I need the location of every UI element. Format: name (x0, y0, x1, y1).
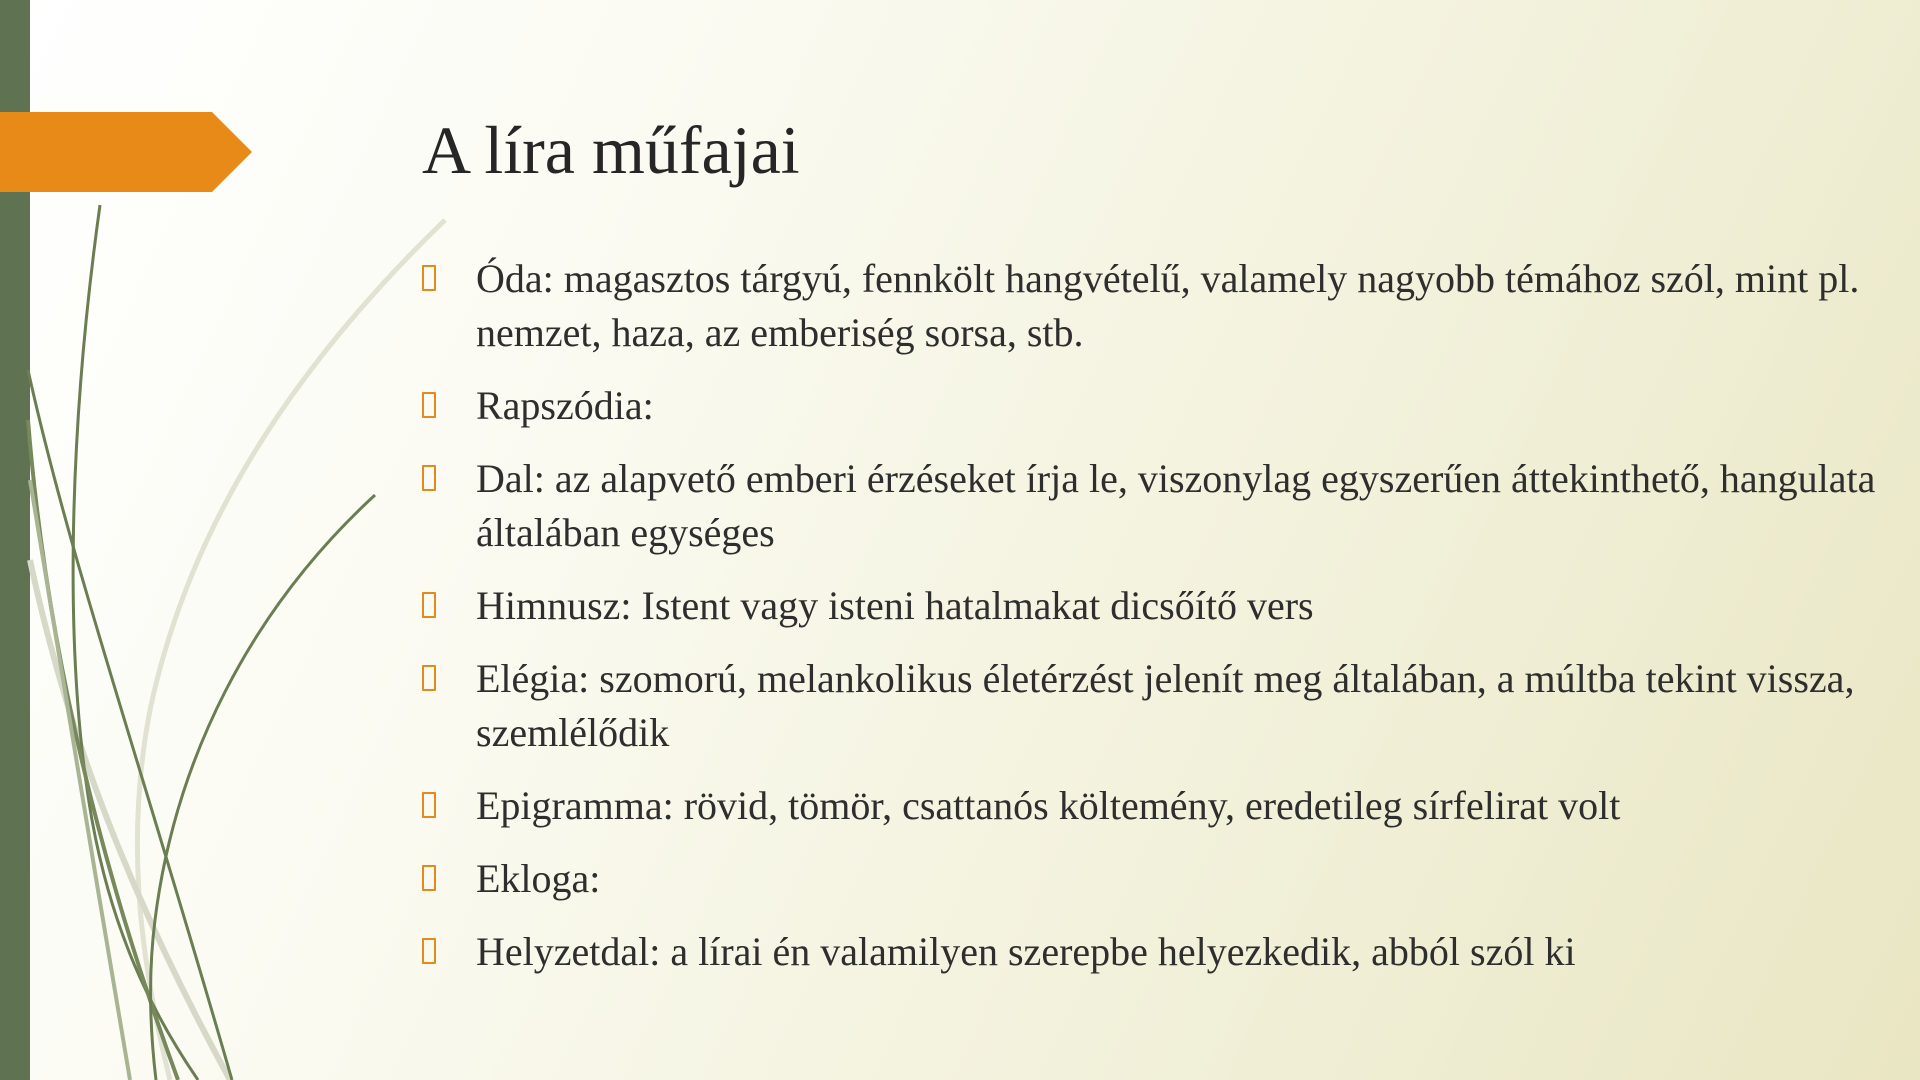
bullet-text: Óda: magasztos tárgyú, fennkölt hangvételű, valamely nagyobb témához szól, mint pl. nemzet, haza, az emberiség sorsa, stb. (476, 256, 1860, 355)
bullet-text: Helyzetdal: a lírai én valamilyen szerepbe helyezkedik, abból szól ki (476, 929, 1576, 974)
square-bullet-icon (422, 792, 436, 818)
grass-blade-faint-2 (30, 560, 230, 1080)
bullet-text: Himnusz: Istent vagy isteni hatalmakat dicsőítő vers (476, 583, 1314, 628)
bullet-item (420, 252, 1890, 360)
square-bullet-icon (422, 665, 436, 691)
bullet-item (420, 779, 1890, 833)
bullet-text: Elégia: szomorú, melankolikus életérzést jelenít meg általában, a múltba tekint vissza, szemlélődik (476, 656, 1855, 755)
bullet-item (420, 579, 1890, 633)
bullet-text: Dal: az alapvető emberi érzéseket írja le, viszonylag egyszerűen áttekinthető, hangulata általában egységes (476, 456, 1876, 555)
square-bullet-icon (422, 865, 436, 891)
square-bullet-icon (422, 265, 436, 291)
arrow-pentagon-icon (0, 112, 252, 192)
bullet-item (420, 852, 1890, 906)
bullet-item (420, 652, 1890, 760)
square-bullet-icon (422, 938, 436, 964)
bullet-item (420, 925, 1890, 979)
square-bullet-icon (422, 592, 436, 618)
bullet-text: Epigramma: rövid, tömör, csattanós költemény, eredetileg sírfelirat volt (476, 783, 1621, 828)
grass-blade-faint-1 (137, 220, 445, 1080)
bullet-text: Rapszódia: (476, 383, 654, 428)
grass-blade-2 (28, 370, 232, 1080)
bullet-item (420, 379, 1890, 433)
grass-blade-1 (73, 205, 198, 1080)
grass-blade-3 (28, 420, 178, 1080)
bullet-text: Ekloga: (476, 856, 601, 901)
square-bullet-icon (422, 392, 436, 418)
bullet-item (420, 452, 1890, 560)
slide-title: A líra műfajai (422, 112, 800, 188)
bullet-list (420, 252, 1890, 998)
square-bullet-icon (422, 465, 436, 491)
